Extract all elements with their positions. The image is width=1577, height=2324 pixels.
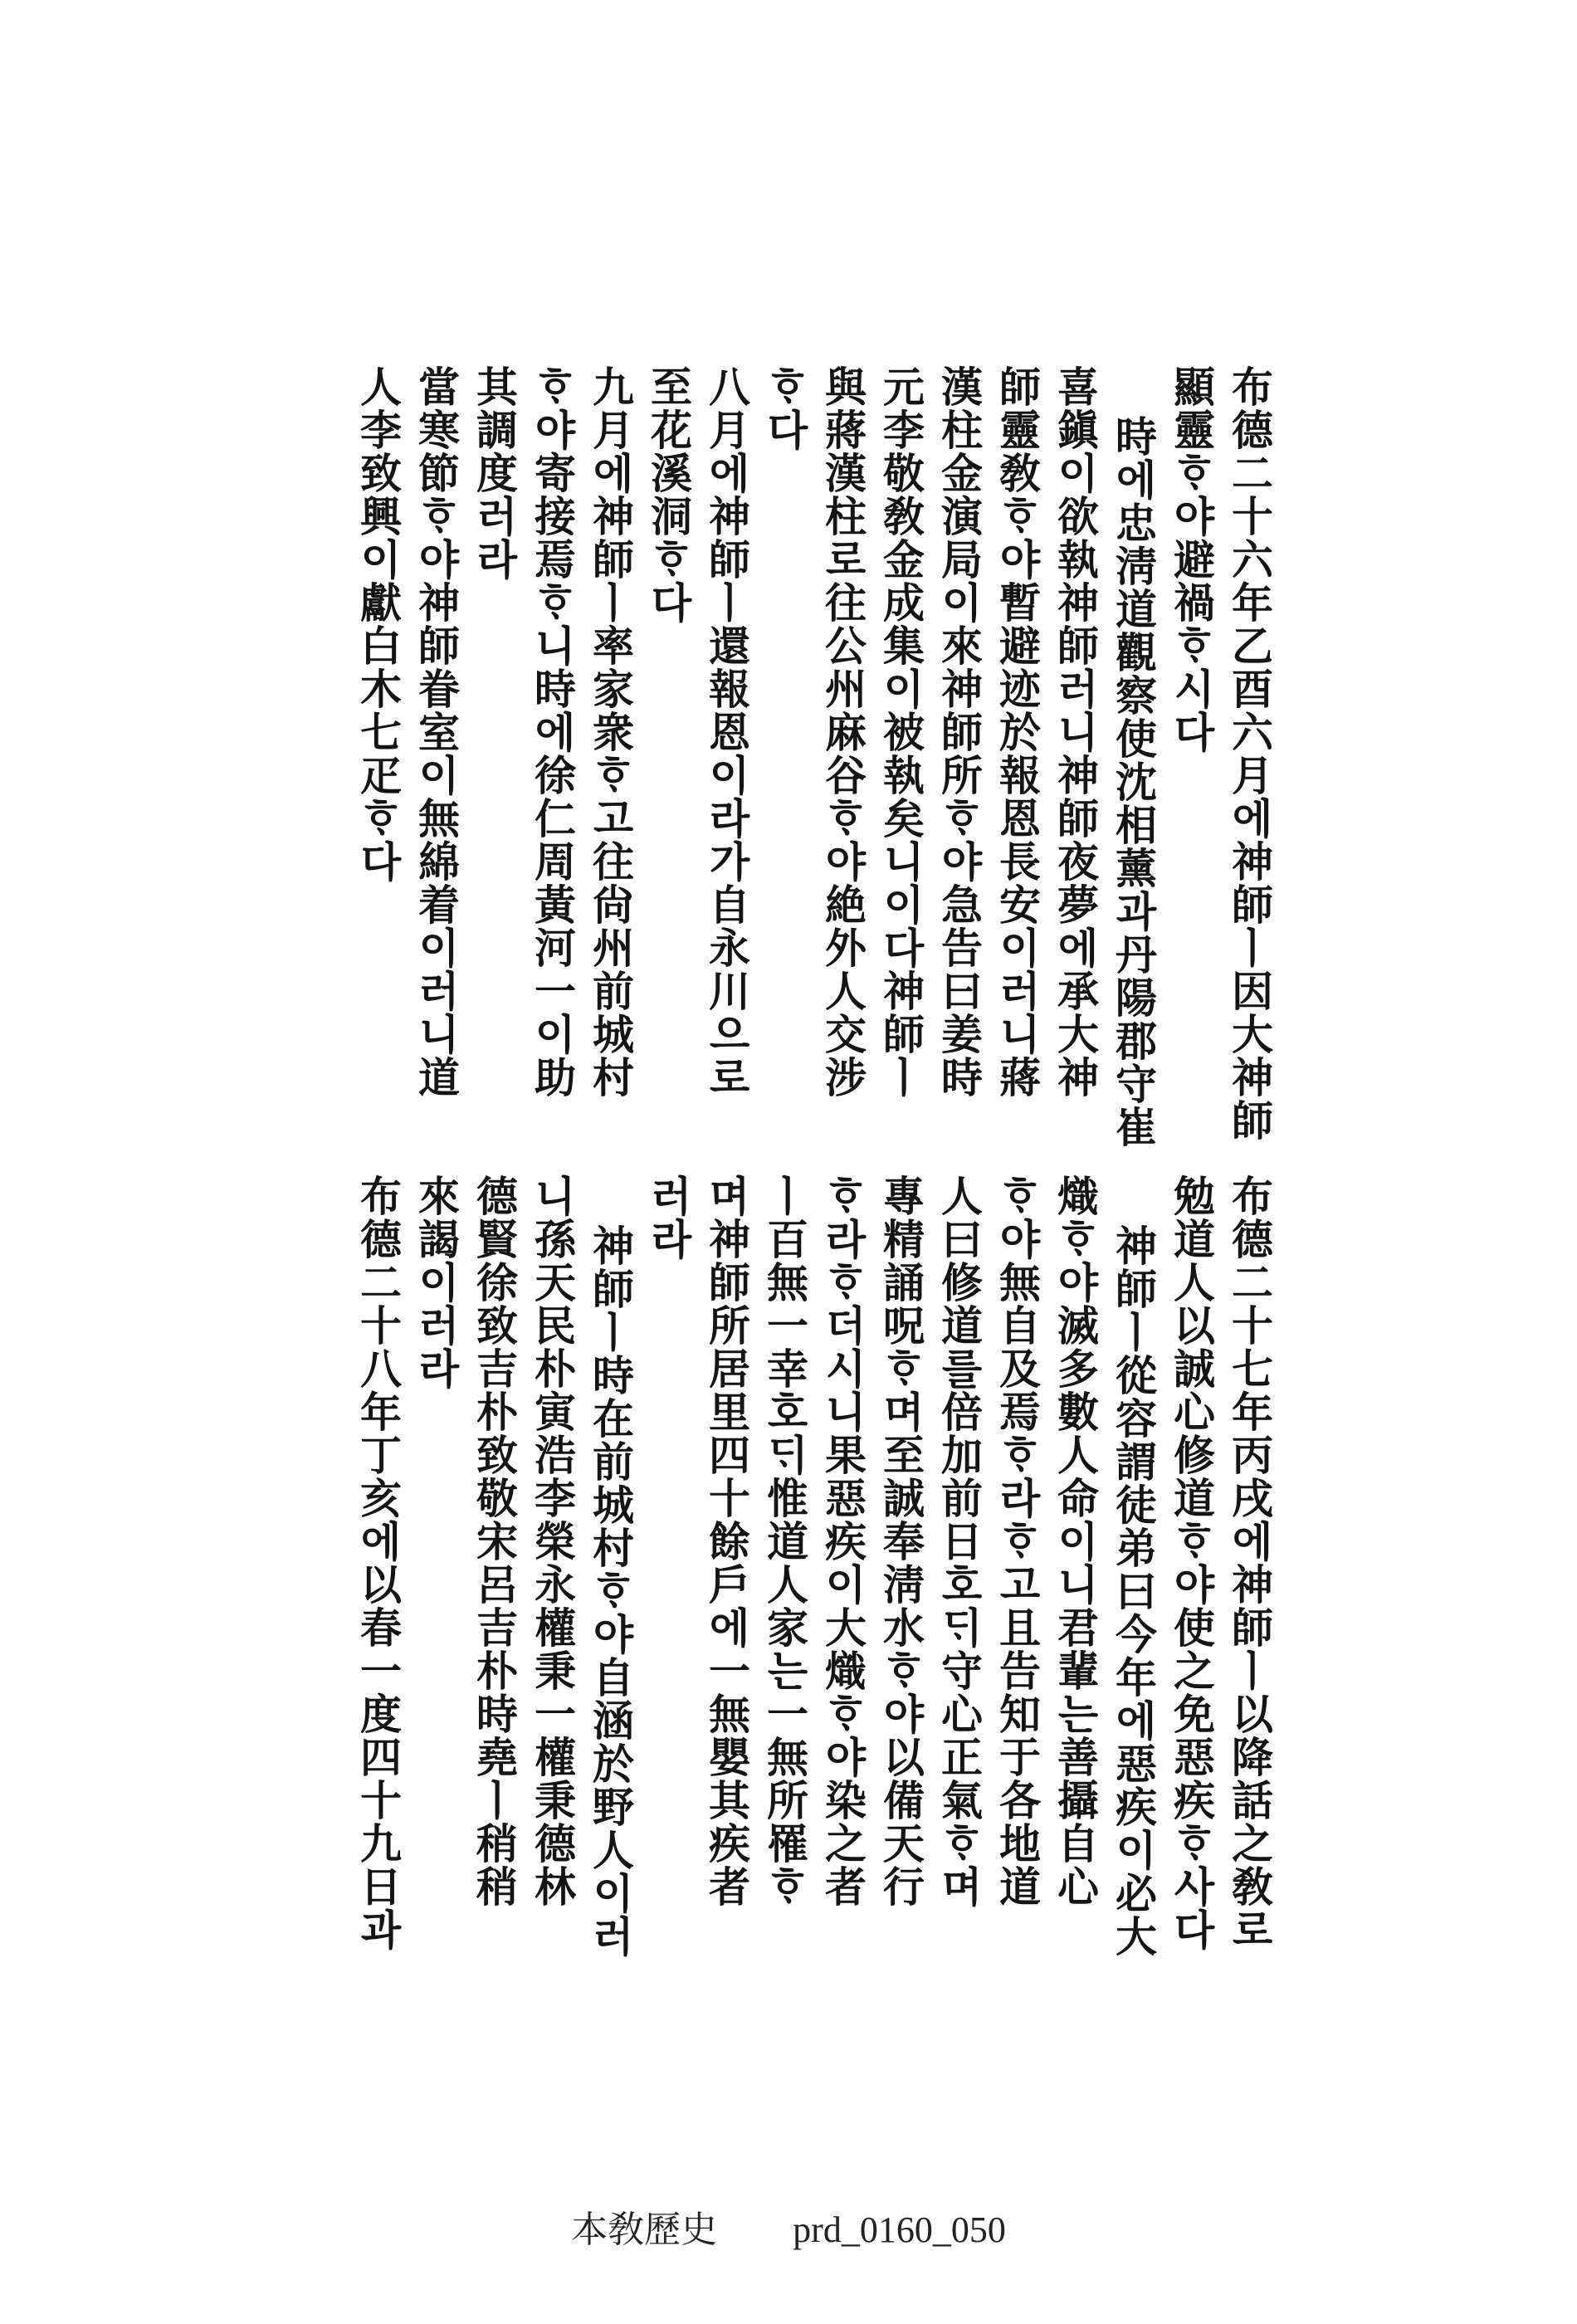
upper-col-11: 至花溪洞ᄒᆞ다 — [644, 365, 693, 624]
lower-col-6: 人曰修道를倍加前日호ᄃᆡ守心正氣ᄒᆞ며 — [935, 1174, 984, 1908]
lower-col-5: ᄒᆞ야無自及焉ᄒᆞ라ᄒᆞ고且告知于各地道 — [993, 1174, 1042, 1908]
upper-col-8: 與蔣漢柱로往公州麻谷ᄒᆞ야絶外人交涉 — [818, 365, 867, 1099]
lower-col-16: 布德二十八年丁亥에以春一度四十九日과 — [354, 1174, 403, 1951]
lower-col-12: 神師ㅣ時在前城村ᄒᆞ야自涵於野人이러 — [586, 1224, 635, 1958]
page-footer — [0, 2200, 1577, 2253]
lower-text-block — [349, 1174, 1278, 2046]
upper-col-12: 九月에神師ㅣ率家衆ᄒᆞ고往尙州前城村 — [586, 365, 635, 1099]
upper-col-6: 漢柱金演局이來神師所ᄒᆞ야急告曰姜時 — [935, 365, 984, 1099]
upper-col-16: 人李致興이獻白木七疋ᄒᆞ다 — [354, 365, 403, 883]
upper-col-3: 時에忠淸道觀察使沈相薰과丹陽郡守崔 — [1109, 415, 1158, 1149]
lower-col-1: 布德二十七年丙戌에神師ㅣ以降話之敎로 — [1225, 1174, 1274, 1951]
lower-col-9: ㅣ百無一幸호ᄃᆡ惟道人家는一無所罹ᄒᆞ — [760, 1174, 809, 1908]
lower-col-8: ᄒᆞ라ᄒᆞ더시니果惡疾이大熾ᄒᆞ야染之者 — [818, 1174, 867, 1908]
upper-col-10: 八月에神師ㅣ還報恩이라가自永川으로 — [702, 365, 751, 1099]
upper-col-14: 其調度러라 — [470, 365, 519, 581]
lower-col-11: 러라 — [644, 1174, 693, 1261]
lower-col-15: 來謁이러라 — [412, 1174, 461, 1390]
lower-col-13: 니孫天民朴寅浩李榮永權秉一權秉德林 — [528, 1174, 577, 1908]
lower-col-4: 熾ᄒᆞ야滅多數人命이니君輩는善攝自心 — [1051, 1174, 1100, 1908]
upper-text-block — [349, 365, 1278, 1245]
upper-col-9: ᄒᆞ다 — [760, 365, 809, 452]
upper-col-7: 元李敬敎金成集이被執矣니이다神師ㅣ — [876, 365, 925, 1099]
page-code: prd_0160_050 — [793, 2209, 1006, 2250]
upper-col-5: 師靈敎ᄒᆞ야暫避迹於報恩長安이러니蔣 — [993, 365, 1042, 1099]
lower-col-7: 專精誦呪ᄒᆞ며至誠奉淸水ᄒᆞ야以備天行 — [876, 1174, 925, 1908]
lower-col-14: 德賢徐致吉朴致敬宋呂吉朴時堯ㅣ稍稍 — [470, 1174, 519, 1908]
upper-col-4: 喜鎭이欲執神師러니神師夜夢에承大神 — [1051, 365, 1100, 1099]
lower-col-2: 勉道人以誠心修道ᄒᆞ야使之免惡疾ᄒᆞ사다 — [1167, 1174, 1216, 1951]
upper-col-15: 當寒節ᄒᆞ야神師眷室이無綿着이러니道 — [412, 365, 461, 1099]
upper-col-2: 顯靈ᄒᆞ야避禍ᄒᆞ시다 — [1167, 365, 1216, 754]
lower-col-10: 며神師所居里四十餘戶에一無嬰其疾者 — [702, 1174, 751, 1908]
upper-col-13: ᄒᆞ야寄接焉ᄒᆞ니時에徐仁周黃河一이助 — [528, 365, 577, 1099]
lower-col-3: 神師ㅣ從容謂徒弟曰今年에惡疾이必大 — [1109, 1224, 1158, 1958]
upper-col-1: 布德二十六年乙酉六月에神師ㅣ因大神師 — [1225, 365, 1274, 1142]
book-title: 本敎歷史 — [571, 2209, 718, 2250]
